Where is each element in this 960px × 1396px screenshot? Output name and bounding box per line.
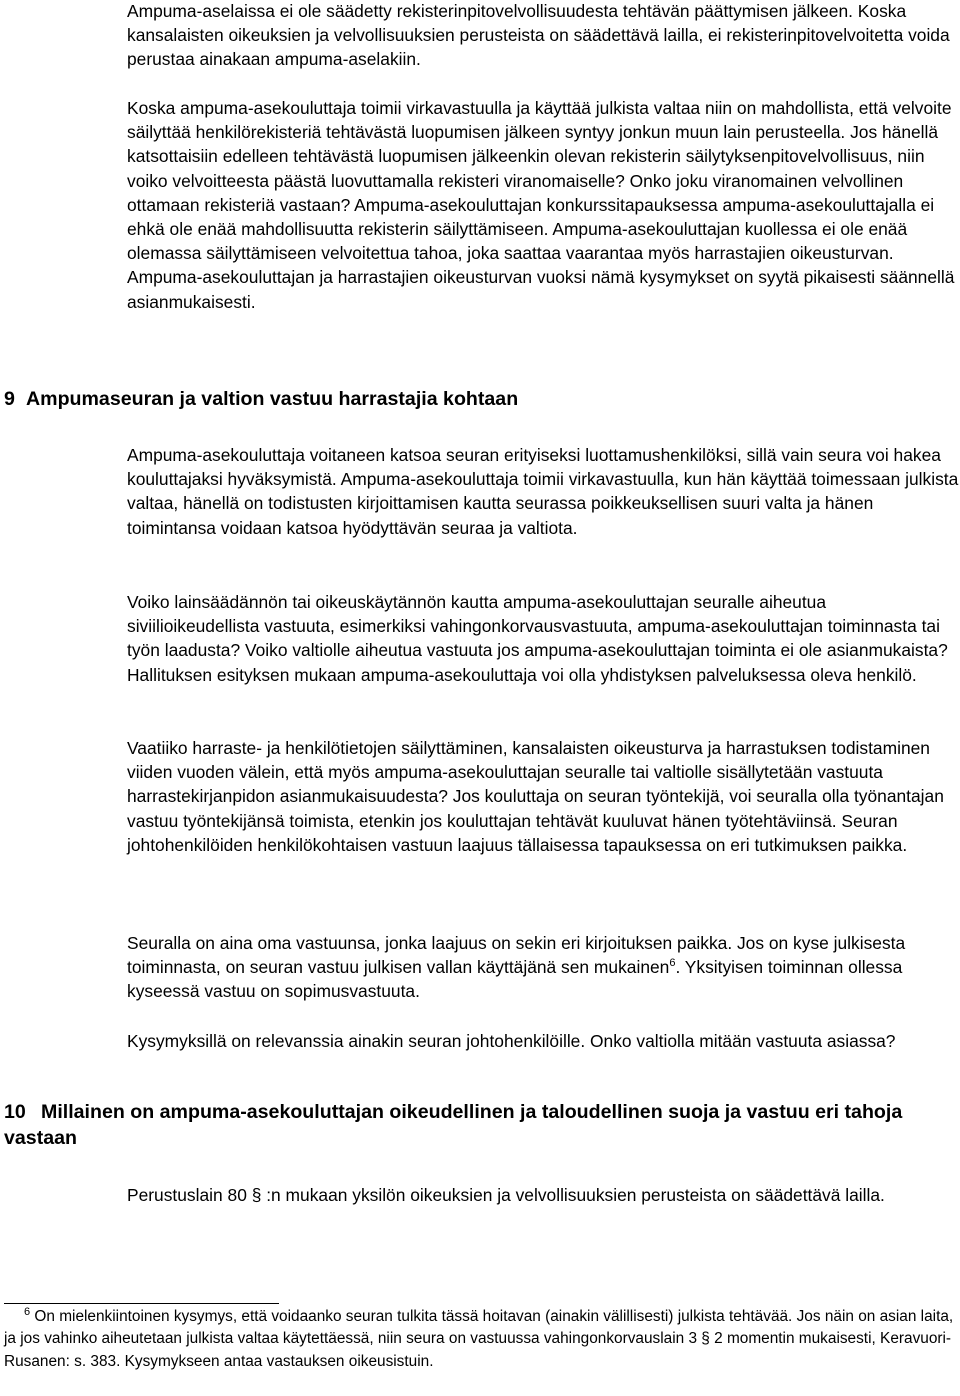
paragraph-text-end: . Yksityisen toiminnan ollessa kyseessä vastuu on sopimusvastuuta. — [127, 957, 903, 1002]
paragraph-text: Seuralla on aina oma vastuunsa, jonka laajuus on sekin eri kirjoituksen paikka. Jos on kyse julkisesta toiminnasta, on seuran vastuu julkisen vallan käyttäjänä sen mukainen — [127, 933, 906, 978]
footnote-reference[interactable]: 6 — [669, 957, 676, 970]
paragraph-virkavastuu: Koska ampuma-asekouluttaja toimii virkavastuulla ja käyttää julkista valtaa niin on mahdollista, että velvoite säilyttää henkilörekisteriä tehtävästä luopumisen jälkeen syntyy jonkun muun lain perusteella. Jos hänellä katsottaisiin edelleen tehtävästä luopumisen jälkeenkin olevan rekisterin säilytyksenpitovelvollisuus, niin voiko velvoitteesta päästä luovuttamalla rekisteri viranomaiselle? Onko joku viranomainen velvollinen ottamaan rekisteriä vastaan? Ampuma-asekouluttajan konkurssitapauksessa ampuma-asekouluttajalla ei ehkä ole enää mahdollisuutta rekisterin säilyttämiseen. Ampuma-asekouluttajan kuollessa ei ole enää olemassa säilyttämiseen velvoitettua tahoa, joka saattaa vaarantaa myös harrastajien oikeusturvan. Ampuma-asekouluttajan ja harrastajien oikeusturvan vuoksi nämä kysymykset on syytä pikaisesti säännellä asianmukaisesti. — [127, 98, 955, 312]
section-number: 10 — [4, 1101, 26, 1123]
footnote-separator — [4, 1303, 279, 1304]
section-number: 9 — [4, 388, 15, 410]
paragraph-perustuslaki: Perustuslain 80 § :n mukaan yksilön oikeuksien ja velvollisuuksien perusteista on säädettävä lailla. — [127, 1185, 885, 1205]
footnote-index: 6 — [24, 1305, 31, 1318]
paragraph-luottamushenkilo: Ampuma-asekouluttaja voitaneen katsoa seuran erityiseksi luottamushenkilöksi, sillä vain seura voi hakea kouluttajaksi hyväksymistä. Ampuma-asekouluttaja toimii virkavastuulla, kun hän käyttää toimessaan julkista valtaa, hänellä on todistusten kirjoittamisen kautta seurassa poikkeuksellisen suuri valta ja hänen toimintansa voidaan katsoa hyödyttävän seuraa ja valtiota. — [127, 445, 959, 538]
section-title: Millainen on ampuma-asekouluttajan oikeudellinen ja taloudellinen suoja ja vastuu eri tahoja vastaan — [4, 1101, 903, 1149]
section-title: Ampumaseuran ja valtion vastuu harrastajia kohtaan — [26, 388, 519, 410]
footnote-text: On mielenkiintoinen kysymys, että voidaanko seuran tulkita tässä hoitavan (ainakin välillisesti) julkista tehtävää. Jos näin on asian laita, ja jos vahinko aiheutetaan julkista valtaa käytettäessä, niin seura on vastuussa vahingonkorvauslain 3 § 2 momentin mukaisesti, Keravuori-Rusanen: s. 383. Kysymykseen antaa vastauksen oikeusistuin. — [4, 1308, 954, 1370]
paragraph-rekisterinpito: Ampuma-aselaissa ei ole säädetty rekisterinpitovelvollisuudesta tehtävän päättymisen jälkeen. Koska kansalaisten oikeuksien ja velvollisuuksien perusteista on säädettävä lailla, ei rekisterinpitovelvoitetta voida perustaa ainakaan ampuma-aselakiin. — [127, 1, 950, 70]
section-heading-9 — [4, 386, 960, 412]
paragraph-johtohenkilot: Kysymyksillä on relevanssia ainakin seuran johtohenkilöille. Onko valtiolla mitään vastuuta asiassa? — [127, 1031, 896, 1051]
section-heading-10 — [4, 1099, 960, 1151]
paragraph-siviilioikeudellinen-vastuu: Voiko lainsäädännön tai oikeuskäytännön kautta ampuma-asekouluttajan seuralle aiheutua siviilioikeudellista vastuuta, esimerkiksi vahingonkorvausvastuuta, ampuma-asekouluttajan toiminnasta tai työn laadusta? Voiko valtiolle aiheutua vastuuta jos ampuma-asekouluttajan toiminta ei ole asianmukaista? Hallituksen esityksen mukaan ampuma-asekouluttaja voi olla yhdistyksen palveluksessa oleva henkilö. — [127, 592, 948, 685]
paragraph-harrastekirjanpito: Vaatiiko harraste- ja henkilötietojen säilyttäminen, kansalaisten oikeusturva ja harrastuksen todistaminen viiden vuoden välein, että myös ampuma-asekouluttajan seuralle tai valtiolle sisällytetään vastuuta harrastekirjanpidon asianmukaisuudesta? Jos kouluttaja on seuran työntekijä, voi seuralla olla työnantajan vastuu työntekijänsä toimista, etenkin jos kouluttajan tehtävät kuuluvat hänen työtehtäviinsä. Seuran johtohenkilöiden henkilökohtaisen vastuun laajuus tällaisessa tapauksessa on eri tutkimuksen paikka. — [127, 738, 944, 855]
paragraph-seuran-vastuu — [127, 931, 960, 1004]
footnote — [4, 1306, 960, 1373]
